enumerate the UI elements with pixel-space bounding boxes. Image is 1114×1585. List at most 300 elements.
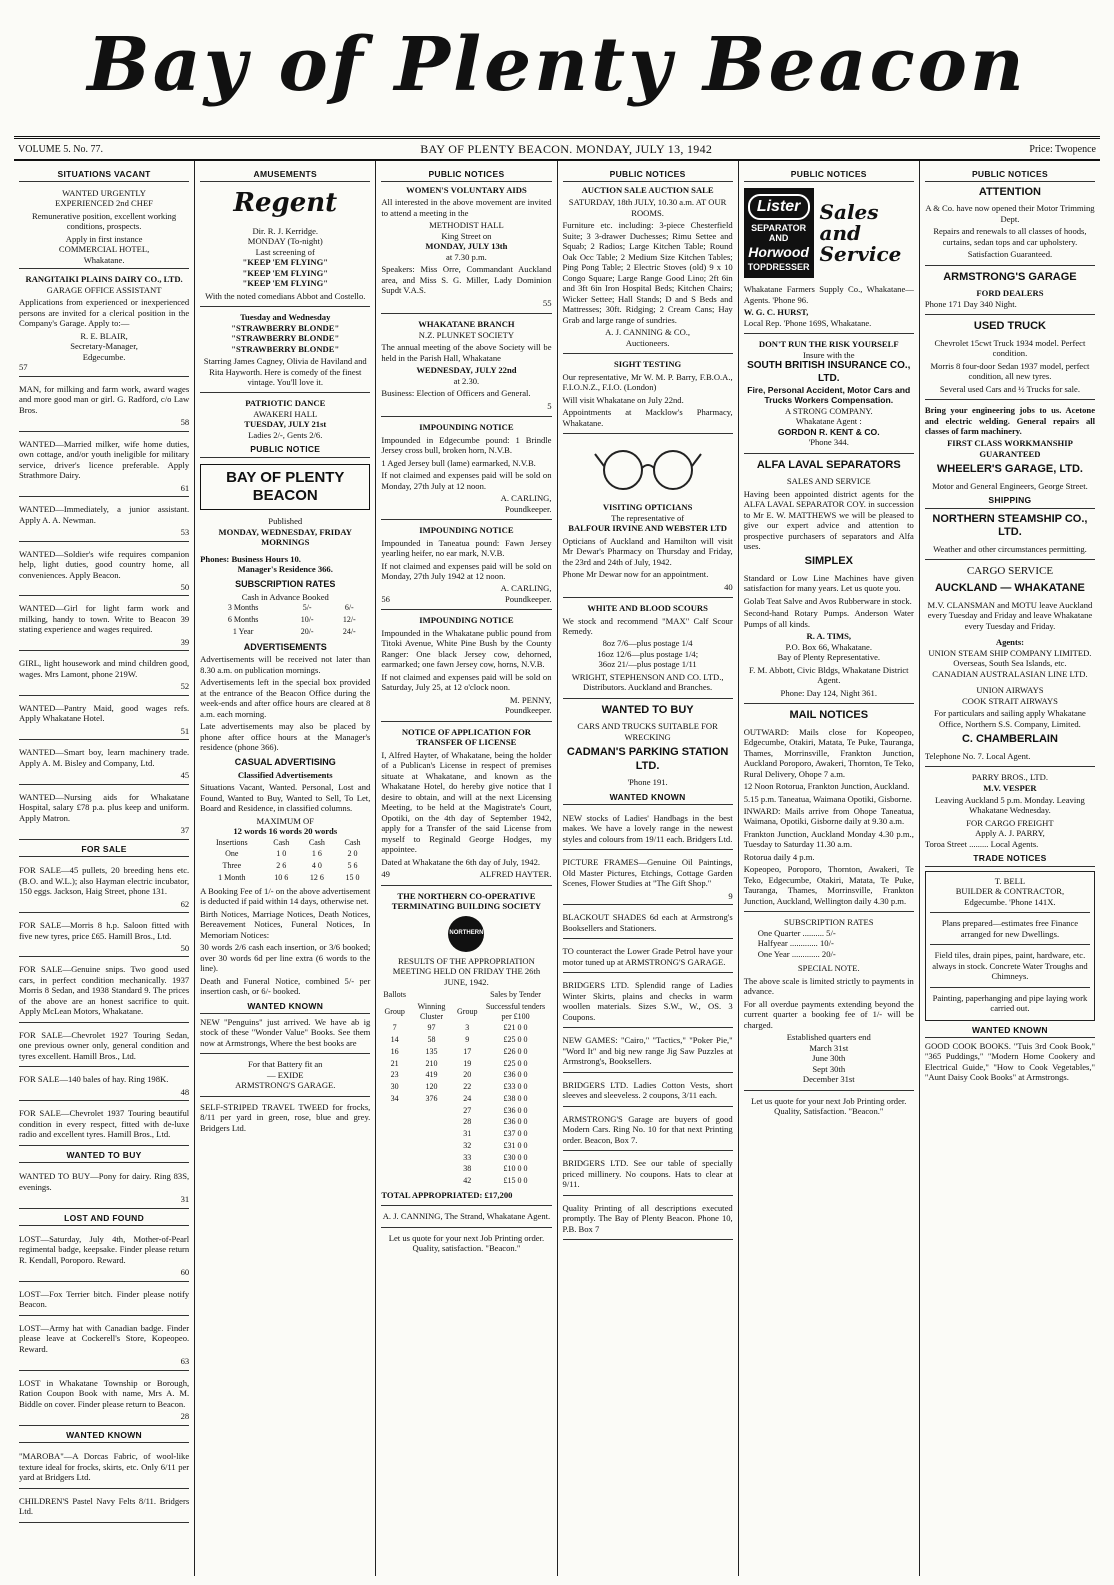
text: The representative of <box>611 512 685 523</box>
text: Motor and General Engineers, George Street. <box>932 480 1088 491</box>
divider <box>925 314 1095 315</box>
text: Standard or Low Line Machines have given satisfaction for many years. Let us quote you. <box>743 572 914 594</box>
text: BALFOUR IRVINE AND WEBSTER LTD <box>568 523 727 534</box>
ad-body: WANTED—Soldier's wife requires companion help, light duties, good country home, all conveniences. Apply Beacon. <box>19 548 190 580</box>
text: Impounded in Edgecumbe pound: 1 Brindle Jersey cross bull, broken horn, N.V.B. <box>381 434 552 456</box>
ad-ref: 52 <box>180 681 190 692</box>
ad-body: TO counteract the Lower Grade Petrol have your motor tuned up at ARMSTRONG'S GARAGE. <box>562 946 733 967</box>
text: ARMSTRONG'S GARAGE. <box>235 1080 336 1091</box>
table-cell: 4 0 <box>311 861 322 871</box>
text: FORD DEALERS <box>976 288 1044 299</box>
table-cell: 135 <box>425 1046 438 1056</box>
table-cell: 7 <box>392 1023 397 1033</box>
subheading: CASUAL ADVERTISING <box>234 756 336 767</box>
ad-subtitle: EXPERIENCED 2nd CHEF <box>55 198 154 209</box>
ad-wanted-known <box>563 1109 733 1151</box>
ad-wanted-known <box>563 1198 733 1240</box>
text: Poundkeeper. <box>504 705 552 716</box>
ad-ref: 40 <box>724 581 733 592</box>
text: Fire, Personal Accident, Motor Cars and Trucks Workers Compensation. <box>747 384 911 406</box>
ad-body: BRIDGERS LTD. Splendid range of Ladies Winter Skirts, plains and checks in warm woollen materials. Sizes S.W., W., OS. 3 Coupons. <box>562 980 733 1022</box>
ad-wanted-known <box>563 808 733 850</box>
text: Agents: <box>995 637 1025 648</box>
ad-ref: 61 <box>180 482 190 493</box>
table-cell: £26 0 0 <box>503 1046 528 1056</box>
text: If not claimed and expenses paid will be sold on Monday, 27th July 1942 at 12 noon. <box>381 560 552 581</box>
text: June 30th <box>812 1053 846 1064</box>
text: F. M. Abbott, Civic Bldgs, Whakatane District Agent. <box>748 664 909 686</box>
text: 12 Noon Rotorua, Frankton Junction, Auckland. <box>743 781 910 792</box>
text: AWAKERI HALL <box>253 408 318 419</box>
ballots-table <box>381 989 551 1187</box>
table-cell: 3 Months <box>227 603 259 613</box>
ad-for-sale <box>19 1069 189 1101</box>
text: Phone 171 Day 340 Night. <box>924 298 1017 309</box>
column-5 <box>739 161 920 1576</box>
text: With the noted comedians Abbot and Costello. <box>205 290 366 301</box>
table-cell <box>381 1175 408 1187</box>
ad-for-sale <box>19 959 189 1022</box>
text: Repairs and renewals to all classes of hoods, curtains, sedan tops and car upholstery. <box>933 226 1087 247</box>
subheading: SUBSCRIPTION RATES <box>235 578 336 589</box>
divider <box>563 433 733 434</box>
table-cell <box>408 1163 455 1175</box>
table-cell: 6 Months <box>227 615 259 624</box>
notice-title: IMPOUNDING NOTICE <box>419 615 514 626</box>
table-cell: 210 <box>425 1058 438 1068</box>
table-header-row <box>200 837 370 849</box>
divider <box>381 609 551 610</box>
notice-title: THE NORTHERN CO-OPERATIVE TERMINATING BUILDING SOCIETY <box>391 890 542 912</box>
section-heading: WANTED KNOWN <box>563 792 733 805</box>
ad-body: WANTED—Girl for light farm work and milking, handy to town. Write to Beacon 39 stating experience and wages required. <box>19 603 190 635</box>
text: WEDNESDAY, JULY 22nd <box>416 365 517 376</box>
film-title: "KEEP 'EM FLYING" <box>242 267 329 278</box>
logo-text: SEPARATOR AND <box>751 222 807 244</box>
insertion-row <box>200 860 370 872</box>
text: Plans prepared—estimates free Finance arranged for new Dwellings. <box>941 918 1079 939</box>
ad-wanted-known <box>563 852 733 905</box>
ad-body: Remunerative position, excellent working conditions, prospects. <box>32 210 177 232</box>
regent-logo: Regent <box>233 187 338 218</box>
divider <box>381 1227 551 1228</box>
table-header-cell: Ballots <box>383 990 407 1000</box>
table-header-cell: Successful tenders per £100 <box>485 1001 546 1021</box>
ad-body: Quality Printing of all descriptions executed promptly. The Bay of Plenty Beacon. Phone 10, P.B. Box 7 <box>562 1202 733 1234</box>
ad-ref: 39 <box>180 636 190 647</box>
ad-text: Edgecumbe. <box>82 351 126 362</box>
table-header-cell <box>455 989 479 1001</box>
notice-title: AUCTION SALE AUCTION SALE <box>581 184 714 195</box>
ad-classified <box>19 499 189 541</box>
ballot-row <box>381 1046 551 1058</box>
ad-wanted-known <box>19 1491 189 1523</box>
table-cell <box>381 1152 408 1164</box>
notice-title: WANTED TO BUY <box>601 703 694 716</box>
text: Speakers: Miss Orre, Commandant Auckland area, and Miss S. G. Miller, Lady Dominion Supdt V.A.S. <box>381 264 552 296</box>
ad-body: FOR SALE—Chevrolet 1937 Touring beautiful condition in every respect, fitted with de-luxe radio and excellent tyres. Hamill Bros., Ltd. <box>19 1108 190 1140</box>
ad-classified <box>19 598 189 651</box>
ballot-row <box>381 1081 551 1093</box>
ad-body: GIRL, light housework and mind children good, wages. Mrs Lamont, phone 219W. <box>19 658 190 679</box>
divider <box>925 265 1095 266</box>
text: For all overdue payments extending beyond the current quarter a booking fee of 1/- will be charged. <box>743 998 914 1030</box>
table-cell: 1 Month <box>218 872 246 882</box>
section-heading: TRADE NOTICES <box>925 853 1095 866</box>
table-cell: 34 <box>390 1093 399 1103</box>
ad-body: MAN, for milking and farm work, award wages and more good man or girl. G. Radford, c/o Law Bros. <box>19 383 190 415</box>
ad-lost <box>19 1318 189 1371</box>
ad-body: LOST—Saturday, July 4th, Mother-of-Pearl regimental badge, keepsake. Finder please return R. Kendall, Poroporo. Reward. <box>19 1233 190 1265</box>
notice-title: AUCKLAND — WHAKATANE <box>934 582 1085 595</box>
ad-wanted-known <box>19 1446 189 1488</box>
table-cell: 19 <box>463 1058 472 1068</box>
text: Rotorua daily 4 p.m. <box>743 851 815 862</box>
table-cell: 6/- <box>344 603 354 613</box>
text: Dir. R. J. Kerridge. <box>252 225 319 236</box>
rate-row: Halfyear ............. 10/- <box>757 938 834 949</box>
divider <box>930 987 1090 988</box>
text: 30 words 2/6 cash each insertion, or 3/6 booked; over 30 words 6d per line extra (6 words to the line). <box>200 942 371 974</box>
text: COOK STRAIT AIRWAYS <box>961 695 1058 706</box>
text: Leaving Auckland 5 p.m. Monday. Leaving Whakatane Wednesday. <box>935 794 1085 816</box>
table-cell: £33 0 0 <box>503 1082 528 1092</box>
film-title: "KEEP 'EM FLYING" <box>242 278 329 289</box>
ad-ref: 37 <box>180 825 190 836</box>
table-cell: 24 <box>463 1093 472 1103</box>
subheading: SPECIAL NOTE. <box>797 963 860 974</box>
notice-title: WOMEN'S VOLUNTARY AIDS <box>406 184 527 195</box>
text: SELF-STRIPED TRAVEL TWEED for frocks, 8/11 per yard in green, rose, blue and grey. Bridgers Ltd. <box>200 1101 371 1133</box>
text: King Street on <box>441 230 492 241</box>
logo-text: TOPDRESSER <box>747 261 810 272</box>
ballot-row <box>381 1175 551 1187</box>
text: SALES AND SERVICE <box>786 476 871 487</box>
table-cell: 1 Year <box>232 626 254 636</box>
table-cell: 10 6 <box>274 872 289 882</box>
text: Phone Mr Dewar now for an appointment. <box>562 569 709 580</box>
ad-classified <box>19 544 189 597</box>
ad-ref: 51 <box>180 725 190 736</box>
table-cell: 5 6 <box>347 861 358 871</box>
divider <box>925 559 1095 560</box>
ad-rangitaiki <box>19 271 189 376</box>
divider <box>381 416 551 417</box>
text: I, Alfred Hayter, of Whakatane, being the holder of a Publican's License in respect of premises situate at Whakatane, and known as the Whakatane Hotel, do hereby give notice that I desire to obtain, and will at the next Licensing Meeting, to be held at the Magistrate's Court, Opotiki, on the 4th day of September 1942, apply for a Transfer of the said License from myself to Reginald George Hodges, my appointee. <box>381 749 552 855</box>
text: R. A. TIMS, <box>806 631 852 642</box>
text: Opticians of Auckland and Hamilton will visit Mr Dewar's Pharmacy on Thursday and Friday, the 23rd and 24th of July, 1942. <box>562 535 733 567</box>
text: Bay of Plenty Representative. <box>777 652 881 663</box>
ad-chef <box>19 185 189 269</box>
table-cell: £36 0 0 <box>503 1105 528 1115</box>
table-cell <box>408 1105 455 1117</box>
issue-date: BAY OF PLENTY BEACON. MONDAY, JULY 13, 1942 <box>420 142 713 156</box>
logo-text: Horwood <box>748 244 809 261</box>
text: Morris 8 four-door Sedan 1937 model, perfect condition, all new tyres. <box>930 360 1090 382</box>
ad-body: WANTED—Immediately, a junior assistant. Apply A. A. Newman. <box>19 504 190 525</box>
ad-classified <box>19 653 189 695</box>
table-cell: £25 0 0 <box>503 1035 528 1045</box>
table-cell <box>408 1152 455 1164</box>
text: FOR CARGO FREIGHT <box>966 817 1054 828</box>
text: Will visit Whakatane on July 22nd. <box>562 394 684 405</box>
film-title: "STRAWBERRY BLONDE" <box>231 322 340 333</box>
divider <box>930 912 1090 913</box>
text: A Booking Fee of 1/- on the above advertisement is deducted if paid within 14 days, otherwise net. <box>200 885 371 907</box>
table-cell: 1 6 <box>311 849 322 859</box>
ad-body: FOR SALE—Morris 8 h.p. Saloon fitted with five new tyres, price £65. Hamill Bros., Ltd. <box>19 920 190 941</box>
ad-ref: 50 <box>180 942 190 953</box>
divider <box>744 703 914 704</box>
text: UNION STEAM SHIP COMPANY LIMITED. <box>928 647 1092 658</box>
insertions-table <box>200 837 370 884</box>
text: at 7.30 p.m. <box>446 251 487 262</box>
ad-body: BRIDGERS LTD. Ladies Cotton Vests, short sleeves and sleeveless. 2 coupons, 3/11 each. <box>562 1079 733 1101</box>
text: METHODIST HALL <box>429 220 504 231</box>
ad-wanted-known <box>563 1075 733 1107</box>
notice-title: WHEELER'S GARAGE, LTD. <box>936 463 1083 476</box>
text: TUESDAY, JULY 21st <box>244 419 327 430</box>
table-cell: 2 6 <box>276 861 287 871</box>
ad-subtitle: GARAGE OFFICE ASSISTANT <box>46 284 162 295</box>
text: CADMAN'S PARKING STATION LTD. <box>566 746 729 772</box>
ad-wanted-known <box>563 1153 733 1195</box>
text: All interested in the above movement are invited to attend a meeting in the <box>381 197 552 218</box>
notice-title: ALFA LAVAL SEPARATORS <box>756 458 901 471</box>
divider <box>930 944 1090 945</box>
text: Published <box>268 516 303 527</box>
text: The above scale is limited strictly to payments in advance. <box>743 975 914 997</box>
divider <box>200 306 370 307</box>
text: Whakatane Agent : <box>795 416 862 427</box>
text: PATRIOTIC DANCE <box>245 398 326 409</box>
ad-text: Apply in first instance <box>65 233 143 244</box>
text: M.V. VESPER <box>983 782 1037 793</box>
text: Local Rep. 'Phone 169S, Whakatane. <box>743 317 872 328</box>
divider <box>744 453 914 454</box>
table-cell: £25 0 0 <box>503 1058 528 1068</box>
ballot-row <box>381 1022 551 1034</box>
ad-classified <box>19 742 189 784</box>
divider <box>563 698 733 699</box>
ad-body: ARMSTRONG'S Garage are buyers of good Modern Cars. Ring No. 10 for that next Printing order. Beacon, Box 7. <box>562 1113 733 1145</box>
ad-body: WANTED TO BUY—Pony for dairy. Ring 83S, evenings. <box>19 1171 190 1192</box>
table-cell: £15 0 0 <box>503 1176 528 1186</box>
table-cell <box>408 1128 455 1140</box>
table-cell: 20/- <box>300 626 314 636</box>
table-cell: 24/- <box>342 626 356 636</box>
ad-body: CHILDREN'S Pastel Navy Felts 8/11. Bridgers Ltd. <box>19 1495 190 1517</box>
notice-title: VISITING OPTICIANS <box>602 502 693 513</box>
ad-wanted-known <box>563 1030 733 1072</box>
text: Whakatane Farmers Supply Co., Whakatane—Agents. 'Phone 96. <box>743 284 914 305</box>
notice-title: SIMPLEX <box>804 555 853 568</box>
table-cell: £36 0 0 <box>503 1117 528 1127</box>
text: Manager's Residence 366. <box>237 564 333 575</box>
ad-text: R. E. BLAIR, <box>80 330 128 341</box>
table-cell: 31 <box>463 1129 472 1139</box>
divider <box>744 1090 914 1091</box>
text: WRIGHT, STEPHENSON AND CO. LTD., Distributors. Auckland and Branches. <box>571 671 724 693</box>
text: Weather and other circumstances permitting. <box>933 543 1087 554</box>
text: Dated at Whakatane the 6th day of July, 1942. <box>381 856 541 867</box>
text: SOUTH BRITISH INSURANCE CO., LTD. <box>747 360 911 384</box>
subheading: SUBSCRIPTION RATES <box>784 917 874 928</box>
text: MONDAY, JULY 13th <box>425 241 508 252</box>
text: Let us quote for your next Job Printing order. Quality, satisfaction. "Beacon." <box>388 1232 545 1254</box>
divider <box>744 911 914 912</box>
notice-title: ARMSTRONG'S GARAGE <box>943 270 1077 283</box>
subscription-row <box>200 626 370 638</box>
table-header-cell: Group <box>384 1006 405 1016</box>
divider <box>381 721 551 722</box>
ad-body: PICTURE FRAMES—Genuine Oil Paintings, Old Master Pictures, Etchings, Cottage Garden Scenes, Flower Studies at "The Gift Shop." <box>562 857 733 889</box>
text: Apply A. J. PARRY, <box>975 828 1045 839</box>
section-heading: PUBLIC NOTICE <box>200 444 370 457</box>
film-title: "STRAWBERRY BLONDE" <box>231 333 340 344</box>
divider <box>744 333 914 334</box>
ad-ref: 53 <box>180 527 190 538</box>
text: Having been appointed district agents for the ALFA LAVAL SEPARATOR COY. in succession to Mr E. W. MATTHEWS we will be pleased to give our expert advice and attention to prospective purchasers of separators and Alfa uses. <box>743 488 914 551</box>
text: INWARD: Mails arrive from Ohope Taneatua, Waimana, Opotiki, Gisborne daily at 9.30 a.m. <box>743 806 914 827</box>
notice-title: IMPOUNDING NOTICE <box>419 525 514 536</box>
table-cell: 42 <box>463 1176 472 1186</box>
ad-body: BRIDGERS LTD. See our table of specially priced millinery. No coupons. Hats to clear at 9/11. <box>562 1158 733 1190</box>
text: 12 words 16 words 20 words <box>233 826 338 837</box>
ad-lost <box>19 1373 189 1426</box>
section-heading: PUBLIC NOTICES <box>563 169 733 182</box>
section-heading: SITUATIONS VACANT <box>19 169 189 182</box>
ballot-row <box>381 1034 551 1046</box>
text: Golab Teat Salve and Avos Rubberware in stock. <box>743 595 912 606</box>
text: The annual meeting of the above Society will be held in the Parish Hall, Whakatane <box>381 342 552 363</box>
ad-title: WANTED URGENTLY <box>62 187 147 198</box>
bell-ad <box>925 871 1095 1021</box>
table-cell: 21 <box>390 1058 399 1068</box>
text: Field tiles, drain pipes, paint, hardware, etc. always in stock. Concrete Water Troughs and Chimneys. <box>932 950 1088 982</box>
divider <box>925 399 1095 400</box>
text: Several used Cars and ½ Trucks for sale. <box>939 383 1080 394</box>
notice-title: NOTICE OF APPLICATION FOR TRANSFER OF LICENSE <box>401 726 531 748</box>
text: MAXIMUM OF <box>256 815 315 826</box>
text: For that Battery fit an <box>248 1059 323 1070</box>
text: MONDAY (To-night) <box>247 236 323 247</box>
ballot-row <box>381 1140 551 1152</box>
text: We stock and recommend "MAX" Calf Scour Remedy. <box>562 615 733 636</box>
text: Sept 30th <box>812 1063 846 1074</box>
ad-for-sale <box>19 860 189 913</box>
text: Kopeopeo, Poroporo, Thornton, Awakeri, Te Teko, Edgecumbe, Otakiri, Matata, Te Puke, Tauranga, Thames, Morrinsville, Frankton Junction, Auckland, Wellington daily 4.30 p.m. <box>743 864 914 906</box>
text: Starring James Cagney, Olivia de Haviland and Rita Hayworth. Here is comedy of the finest vintage. You'll love it. <box>203 356 367 387</box>
text: N.Z. PLUNKET SOCIETY <box>418 329 515 340</box>
text: A & Co. have now opened their Motor Trimming Dept. <box>925 203 1095 224</box>
table-header-cell: Cash <box>344 837 361 847</box>
ad-text: Secretary-Manager, <box>70 341 138 352</box>
text: If not claimed and expenses paid will be sold on Monday, 27th July at 12 noon. <box>381 470 552 491</box>
text: March 31st <box>809 1042 849 1053</box>
table-header-cell: Cash <box>308 837 325 847</box>
notice-title: C. CHAMBERLAIN <box>961 733 1058 746</box>
ad-ref: 57 <box>19 362 28 373</box>
text: Telephone No. 7. Local Agent. <box>924 750 1031 761</box>
subscription-row <box>200 614 370 626</box>
ad-wanted-known <box>563 907 733 939</box>
section-heading: WANTED KNOWN <box>925 1025 1095 1038</box>
text: CARGO SERVICE <box>966 564 1054 577</box>
ad-ref: 60 <box>180 1267 190 1278</box>
divider <box>200 1096 370 1097</box>
text: Business: Election of Officers and General. <box>381 388 531 399</box>
table-cell <box>381 1140 408 1152</box>
table-cell: 23 <box>390 1070 399 1080</box>
section-heading: PUBLIC NOTICES <box>925 169 1095 182</box>
ad-body: FOR SALE—140 bales of hay. Ring 198K. <box>19 1074 169 1085</box>
text: Insure with the <box>802 349 855 360</box>
column-1 <box>14 161 195 1576</box>
table-cell: £31 0 0 <box>503 1140 528 1150</box>
text: RESULTS OF THE APPROPRIATION MEETING HELD ON FRIDAY THE 26th JUNE, 1942. <box>392 955 541 987</box>
sign-row <box>381 869 551 879</box>
table-cell: 12 6 <box>309 872 324 882</box>
text: Situations Vacant, Wanted. Personal, Lost and Found, Wanted to Buy, Wanted to Sell, To Let, Board and Residence, in classified columns. <box>200 782 371 814</box>
text: CANADIAN AUSTRALASIAN LINE LTD. <box>932 668 1088 679</box>
table-cell: 17 <box>463 1046 472 1056</box>
divider <box>381 1205 551 1206</box>
ad-body: NEW GAMES: "Cairo," "Tactics," "Poker Pie," "Word It" and big new range Jig Saw Puzzles at Armstrong's, Booksellers. <box>562 1035 733 1067</box>
table-cell <box>408 1140 455 1152</box>
text: Impounded in the Whakatane public pound from Titoki Avenue, White Pine Bush by the County Ranger: One black Jersey cow, dehorned, earmarked; one fawn Jersey cow, horns, N.V.B. <box>381 627 552 670</box>
divider <box>563 597 733 598</box>
price: Price: Twopence <box>1029 144 1096 156</box>
text: Phones: Business Hours 10. <box>200 553 301 564</box>
text: UNION AIRWAYS <box>976 685 1044 696</box>
ballot-row <box>381 1152 551 1164</box>
text: Auctioneers. <box>625 337 670 348</box>
ad-ref: 5 <box>547 400 552 411</box>
notice-title: NORTHERN STEAMSHIP CO., LTD. <box>932 512 1088 539</box>
text: at 2.30. <box>453 375 480 386</box>
text: If not claimed and expenses paid will be sold on Saturday, July 25, at 12 o'clock noon. <box>381 671 552 693</box>
text: Edgecumbe. 'Phone 141X. <box>964 896 1056 907</box>
divider <box>200 1053 370 1054</box>
dateline <box>14 136 1100 161</box>
ad-title: RANGITAIKI PLAINS DAIRY CO., LTD. <box>25 274 183 285</box>
table-cell: Three <box>222 861 242 871</box>
text: A. CARLING, <box>500 493 552 504</box>
text: Impounded in Taneatua pound: Fawn Jersey yearling heifer, no ear mark, N.V.B. <box>381 537 552 559</box>
divider <box>925 766 1095 767</box>
ad-body: WANTED—Smart boy, learn machinery trade. Apply A. M. Bisley and Company, Ltd. <box>19 747 190 768</box>
text: 'Phone 344. <box>808 437 849 448</box>
ballot-row <box>381 1069 551 1081</box>
text: Last screening of <box>255 246 315 257</box>
ad-for-sale <box>19 1103 189 1145</box>
northern-logo: NORTHERN <box>448 916 484 952</box>
sign-row <box>381 594 551 604</box>
table-cell: 3 <box>465 1023 470 1033</box>
text: Poundkeeper. <box>504 503 552 514</box>
table-cell <box>381 1116 408 1128</box>
insertion-row <box>200 872 370 884</box>
text: Furniture etc. including: 3-piece Chesterfield Suite; 3 3-drawer Duchesses; Rimu Settee and Squab; 2 Radios; Large Kitchen Table; Round Oak Occ Table; 2 Medium Size Kitchen Tables; Ping Pong Table; 2 Electric Stoves (old) 9 x 10 Congo Square; Large Range Good Lino; 2ft 6in and 3ft 6in Iron Hospital Beds; Kitchen Chairs; Wicker Settee; Hall Stands; D and S Beds and Mattresses; 30ft. Ridging; 2 Cream Cans; Hay Grab and large range of sundries. <box>562 220 733 325</box>
ad-body: "MAROBA"—A Dorcas Fabric, of wool-like texture ideal for frocks, skirts, etc. Only 6/11 per yard at Bridgers Ltd. <box>19 1451 190 1483</box>
table-cell: 10/- <box>300 615 314 624</box>
table-cell: 2 0 <box>347 849 358 859</box>
text: Birth Notices, Marriage Notices, Death Notices, Bereavement Notices, Funeral Notices, In Memoriam Notices: <box>200 908 371 940</box>
text: Poundkeeper. <box>504 593 552 604</box>
table-header-row <box>381 989 551 1001</box>
ballot-row <box>381 1128 551 1140</box>
